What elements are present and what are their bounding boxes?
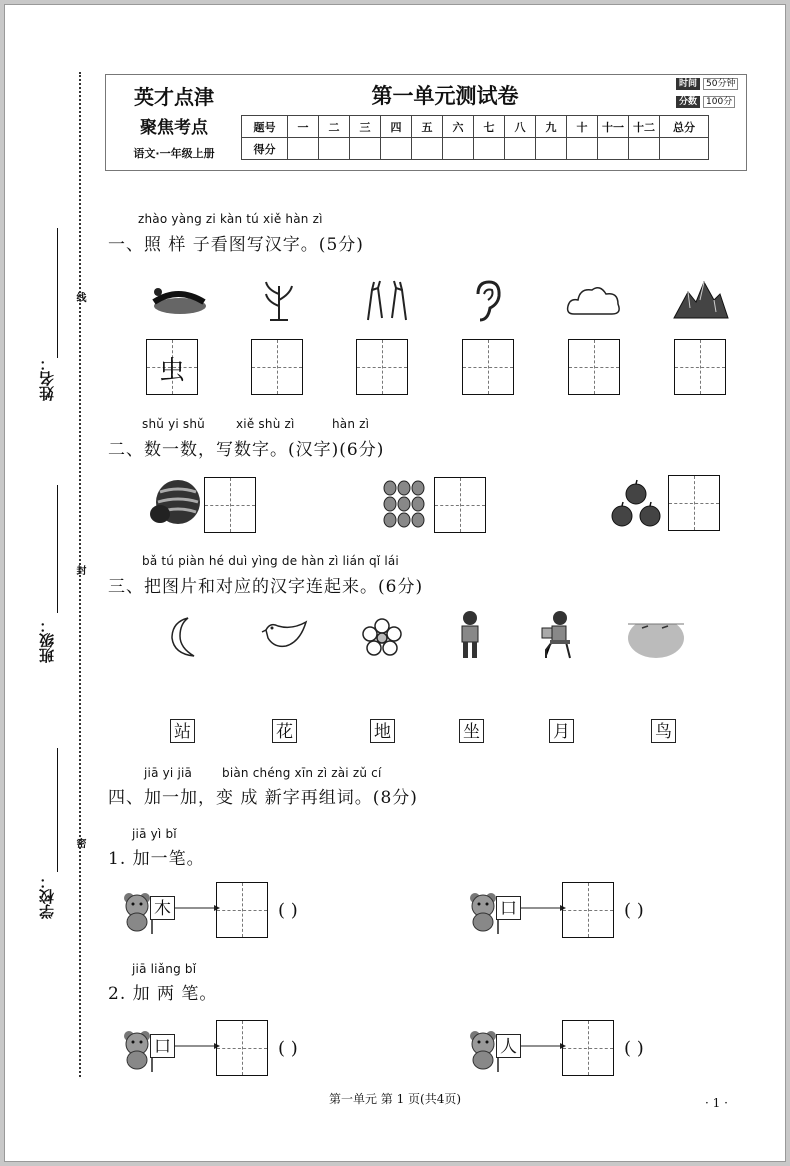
answer-grid[interactable]: [562, 882, 614, 938]
name-label: 姓名：: [38, 356, 56, 401]
q1-pinyin: zhào yàng zi kàn tú xiě hàn zì: [138, 212, 323, 226]
bear-icon: [122, 1030, 152, 1070]
writing-grid[interactable]: [674, 339, 726, 395]
example-char: 虫: [158, 356, 185, 386]
col-header: 三: [350, 116, 381, 138]
col-header: 一: [288, 116, 319, 138]
score-cell[interactable]: [629, 138, 660, 160]
moon-icon: [168, 616, 202, 658]
q4-sub2-title: 2. 加 两 笔。: [108, 984, 218, 1004]
score-key: 分数: [676, 96, 700, 108]
q4-sub1-title: 1. 加一笔。: [108, 849, 205, 869]
col-header: 九: [536, 116, 567, 138]
col-header: 七: [474, 116, 505, 138]
col-header: 五: [412, 116, 443, 138]
name-underline: [57, 228, 58, 358]
ear-icon: [472, 280, 502, 324]
arrow-icon: [496, 1034, 566, 1074]
score-table-row-score: [242, 138, 709, 160]
arrow-icon: [150, 1034, 220, 1074]
brand-grade: 语文·一年级上册: [133, 147, 215, 160]
q2-title: 二、数一数，写数字。(汉字)(6分): [108, 440, 385, 460]
worm-icon: [148, 280, 208, 320]
watermelon-icon: [146, 478, 202, 526]
seal-mark-seal: 封: [74, 565, 85, 575]
ground-icon: [628, 614, 684, 658]
row-label-score: 得分: [242, 138, 288, 160]
q3-pinyin: bǎ tú piàn hé duì yìng de hàn zì lián qǐ lái: [142, 554, 399, 568]
score-cell[interactable]: [350, 138, 381, 160]
answer-grid[interactable]: [216, 1020, 268, 1076]
writing-grid[interactable]: [356, 339, 408, 395]
row-label-number: 题号: [242, 116, 288, 138]
score-cell[interactable]: [536, 138, 567, 160]
score-value: 100分: [703, 96, 735, 108]
q1-title: 一、照 样 子看图写汉字。(5分): [108, 235, 364, 255]
col-header: 四: [381, 116, 412, 138]
hands-icon: [362, 280, 412, 324]
writing-grid-example: [146, 339, 198, 395]
writing-grid[interactable]: [568, 339, 620, 395]
score-table-row-number: [242, 116, 709, 138]
standing-boy-icon: [456, 610, 484, 660]
arrow-icon: [150, 896, 220, 936]
score-cell[interactable]: [412, 138, 443, 160]
writing-grid[interactable]: [251, 339, 303, 395]
count-grid[interactable]: [668, 475, 720, 531]
match-word-bird[interactable]: 鸟: [651, 719, 676, 743]
bear-icon: [122, 892, 152, 932]
add-stroke-base-char: 木: [150, 896, 175, 920]
brand-subtitle: 聚焦考点: [140, 118, 208, 138]
seal-mark-secret: 密: [74, 838, 85, 848]
q4-sub2-pinyin: jiā liǎng bǐ: [132, 962, 197, 976]
match-word-moon[interactable]: 月: [549, 719, 574, 743]
word-blank[interactable]: ( ): [278, 1038, 298, 1059]
time-key: 时间: [676, 78, 700, 90]
bear-icon: [468, 1030, 498, 1070]
apples-icon: [610, 480, 662, 528]
col-header: 六: [443, 116, 474, 138]
score-cell[interactable]: [598, 138, 629, 160]
q4-pinyin-add: jiā yi jiā: [144, 766, 193, 780]
add-stroke-base-char: 人: [496, 1034, 521, 1058]
page-footer: 第一单元 第 1 页(共4页): [328, 1092, 462, 1106]
add-stroke-base-char: 口: [150, 1034, 175, 1058]
col-header: 十: [567, 116, 598, 138]
score-cell-total[interactable]: [660, 138, 709, 160]
school-underline: [57, 748, 58, 872]
score-cell[interactable]: [474, 138, 505, 160]
q2-pinyin-count: shǔ yi shǔ: [142, 417, 205, 431]
q2-pinyin-write: xiě shù zì: [236, 417, 295, 431]
score-cell[interactable]: [319, 138, 350, 160]
score-cell[interactable]: [288, 138, 319, 160]
brand-title: 英才点津: [134, 85, 214, 109]
sitting-boy-icon: [536, 610, 576, 660]
strawberries-icon: [382, 480, 428, 528]
mountain-icon: [672, 278, 730, 320]
word-blank[interactable]: ( ): [278, 900, 298, 921]
class-label: 班级：: [38, 618, 56, 663]
count-grid[interactable]: [434, 477, 486, 533]
arrow-icon: [496, 896, 566, 936]
word-blank[interactable]: ( ): [624, 1038, 644, 1059]
score-cell[interactable]: [567, 138, 598, 160]
writing-grid[interactable]: [462, 339, 514, 395]
col-header: 十一: [598, 116, 629, 138]
score-cell[interactable]: [505, 138, 536, 160]
seal-mark-line: 线: [74, 292, 85, 302]
flower-icon: [362, 618, 402, 658]
add-stroke-base-char: 口: [496, 896, 521, 920]
col-header-total: 总分: [660, 116, 709, 138]
count-grid[interactable]: [204, 477, 256, 533]
score-table: [241, 115, 709, 160]
q2-pinyin-hanzi: hàn zì: [332, 417, 370, 431]
match-word-flower[interactable]: 花: [272, 719, 297, 743]
time-value: 50分钟: [703, 78, 738, 90]
col-header: 十二: [629, 116, 660, 138]
match-word-stand[interactable]: 站: [170, 719, 195, 743]
score-cell[interactable]: [381, 138, 412, 160]
q3-title: 三、把图片和对应的汉字连起来。(6分): [108, 577, 424, 597]
grain-icon: [262, 280, 296, 324]
score-info: [676, 94, 735, 107]
score-cell[interactable]: [443, 138, 474, 160]
answer-grid[interactable]: [216, 882, 268, 938]
col-header: 二: [319, 116, 350, 138]
match-word-ground[interactable]: 地: [370, 719, 395, 743]
col-header: 八: [505, 116, 536, 138]
q4-sub1-pinyin: jiā yì bǐ: [132, 827, 177, 841]
bird-icon: [262, 616, 310, 656]
q4-pinyin-become: biàn chéng xīn zì zài zǔ cí: [222, 766, 382, 780]
school-label: 学校：: [38, 874, 56, 919]
match-word-sit[interactable]: 坐: [459, 719, 484, 743]
class-underline: [57, 485, 58, 613]
page-number: · 1 ·: [705, 1096, 728, 1110]
q4-title: 四、加一加，变 成 新字再组词。(8分): [108, 788, 418, 808]
time-info: [676, 76, 738, 89]
cloud-icon: [566, 284, 622, 320]
page-title: 第一单元测试卷: [371, 84, 519, 108]
word-blank[interactable]: ( ): [624, 900, 644, 921]
answer-grid[interactable]: [562, 1020, 614, 1076]
bear-icon: [468, 892, 498, 932]
